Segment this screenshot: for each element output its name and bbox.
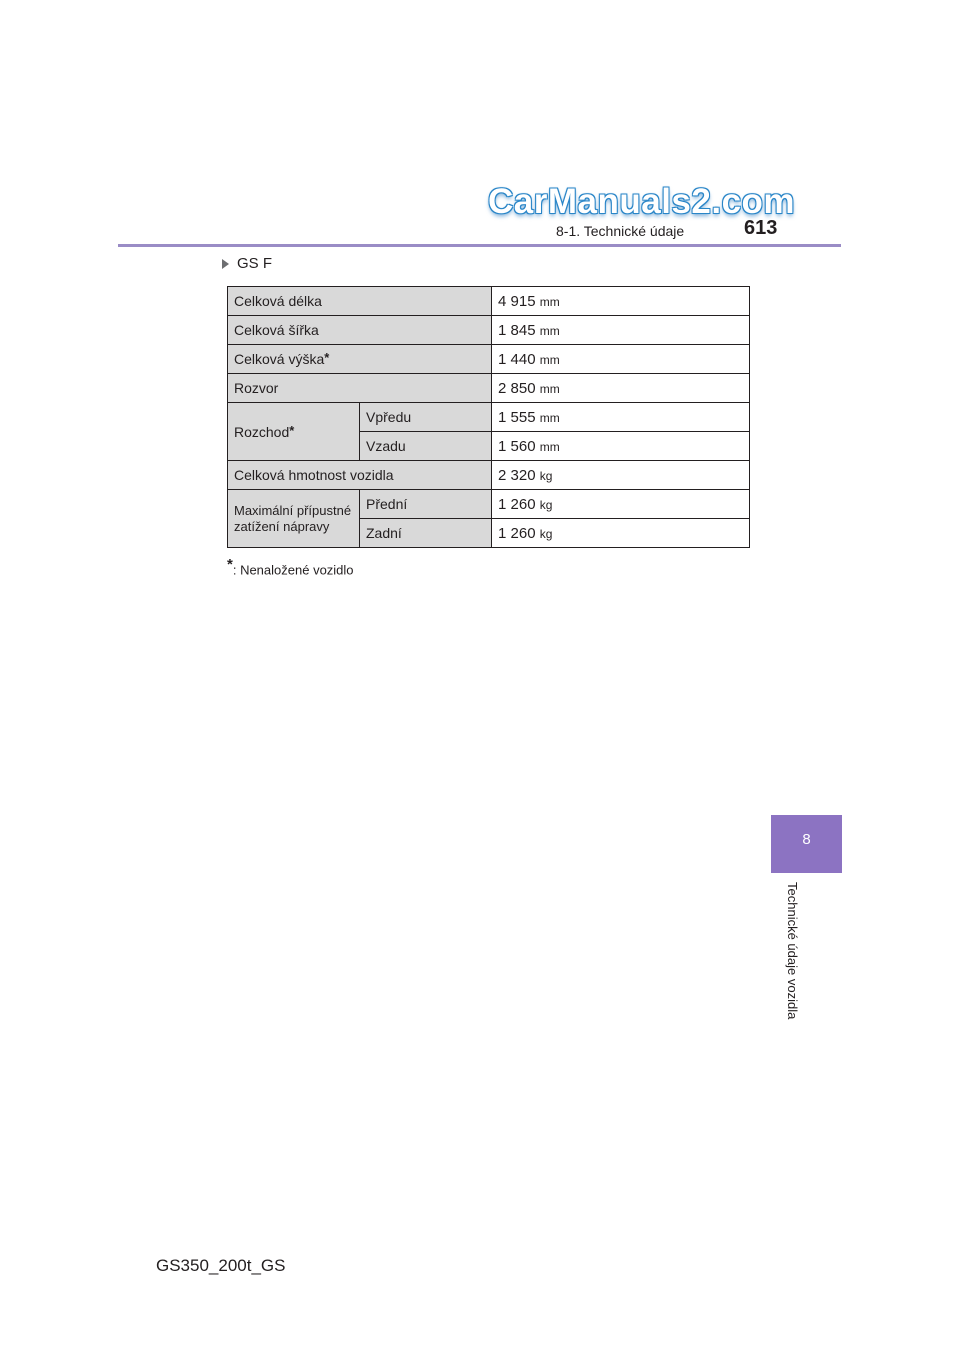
value-unit: mm [539,294,560,309]
footer-model-code: GS350_200t_GS [156,1256,286,1275]
table-row [228,287,750,316]
value-unit: mm [539,439,560,454]
spec-table [227,286,750,548]
chapter-number: 8 [802,831,811,848]
row-label: Zadní [360,519,492,548]
value-unit: mm [539,410,560,425]
value-number: 2 850 [498,379,536,397]
chapter-label: Technické údaje vozidla [785,882,800,1020]
table-row [228,316,750,345]
value-unit: mm [539,323,560,338]
footnote-marker: * [227,556,233,573]
value-unit: kg [539,497,553,512]
row-value [492,403,750,432]
row-label: Vpředu [360,403,492,432]
section-title: 8-1. Technické údaje [556,223,685,239]
value-unit: kg [539,468,553,483]
footnote [227,556,354,577]
value-number: 1 845 [498,321,536,339]
row-label: Přední [360,490,492,519]
group-label [228,403,360,461]
value-number: 2 320 [498,466,536,484]
value-number: 1 555 [498,408,536,426]
table-row [228,374,750,403]
row-label: Celková šířka [228,316,492,345]
row-label: Celková hmotnost vozidla [228,461,492,490]
row-label: Rozvor [228,374,492,403]
model-label: GS F [237,255,273,272]
table-row [228,490,750,519]
table-row [228,461,750,490]
row-label: Vzadu [360,432,492,461]
page-number: 613 [744,217,778,239]
header-divider [118,244,841,247]
row-label: Celková délka [228,287,492,316]
value-number: 1 560 [498,437,536,455]
group-label-text: Rozchod [234,423,290,440]
footnote-marker: * [324,350,330,365]
watermark-logo: CarManuals2.com [488,182,796,221]
footnote-marker: * [289,422,295,438]
table-row [228,403,750,432]
row-value [492,461,750,490]
table-row [228,345,750,374]
value-number: 4 915 [498,292,536,310]
row-value [492,316,750,345]
row-value [492,287,750,316]
row-value [492,490,750,519]
row-label [228,345,492,374]
row-value [492,432,750,461]
row-value [492,374,750,403]
value-number: 1 440 [498,350,536,368]
footnote-text: : Nenaložené vozidlo [232,562,354,578]
value-unit: kg [539,526,553,541]
value-unit: mm [539,381,560,396]
value-unit: mm [539,352,560,367]
chapter-tab [771,815,842,873]
model-bullet [222,255,272,272]
value-number: 1 260 [498,524,536,542]
row-label-text: Celková výška [234,351,325,367]
triangle-bullet-icon [222,259,229,269]
row-value [492,519,750,548]
row-value [492,345,750,374]
value-number: 1 260 [498,495,536,513]
group-label: Maximální přípustné zatížení nápravy [228,490,360,548]
